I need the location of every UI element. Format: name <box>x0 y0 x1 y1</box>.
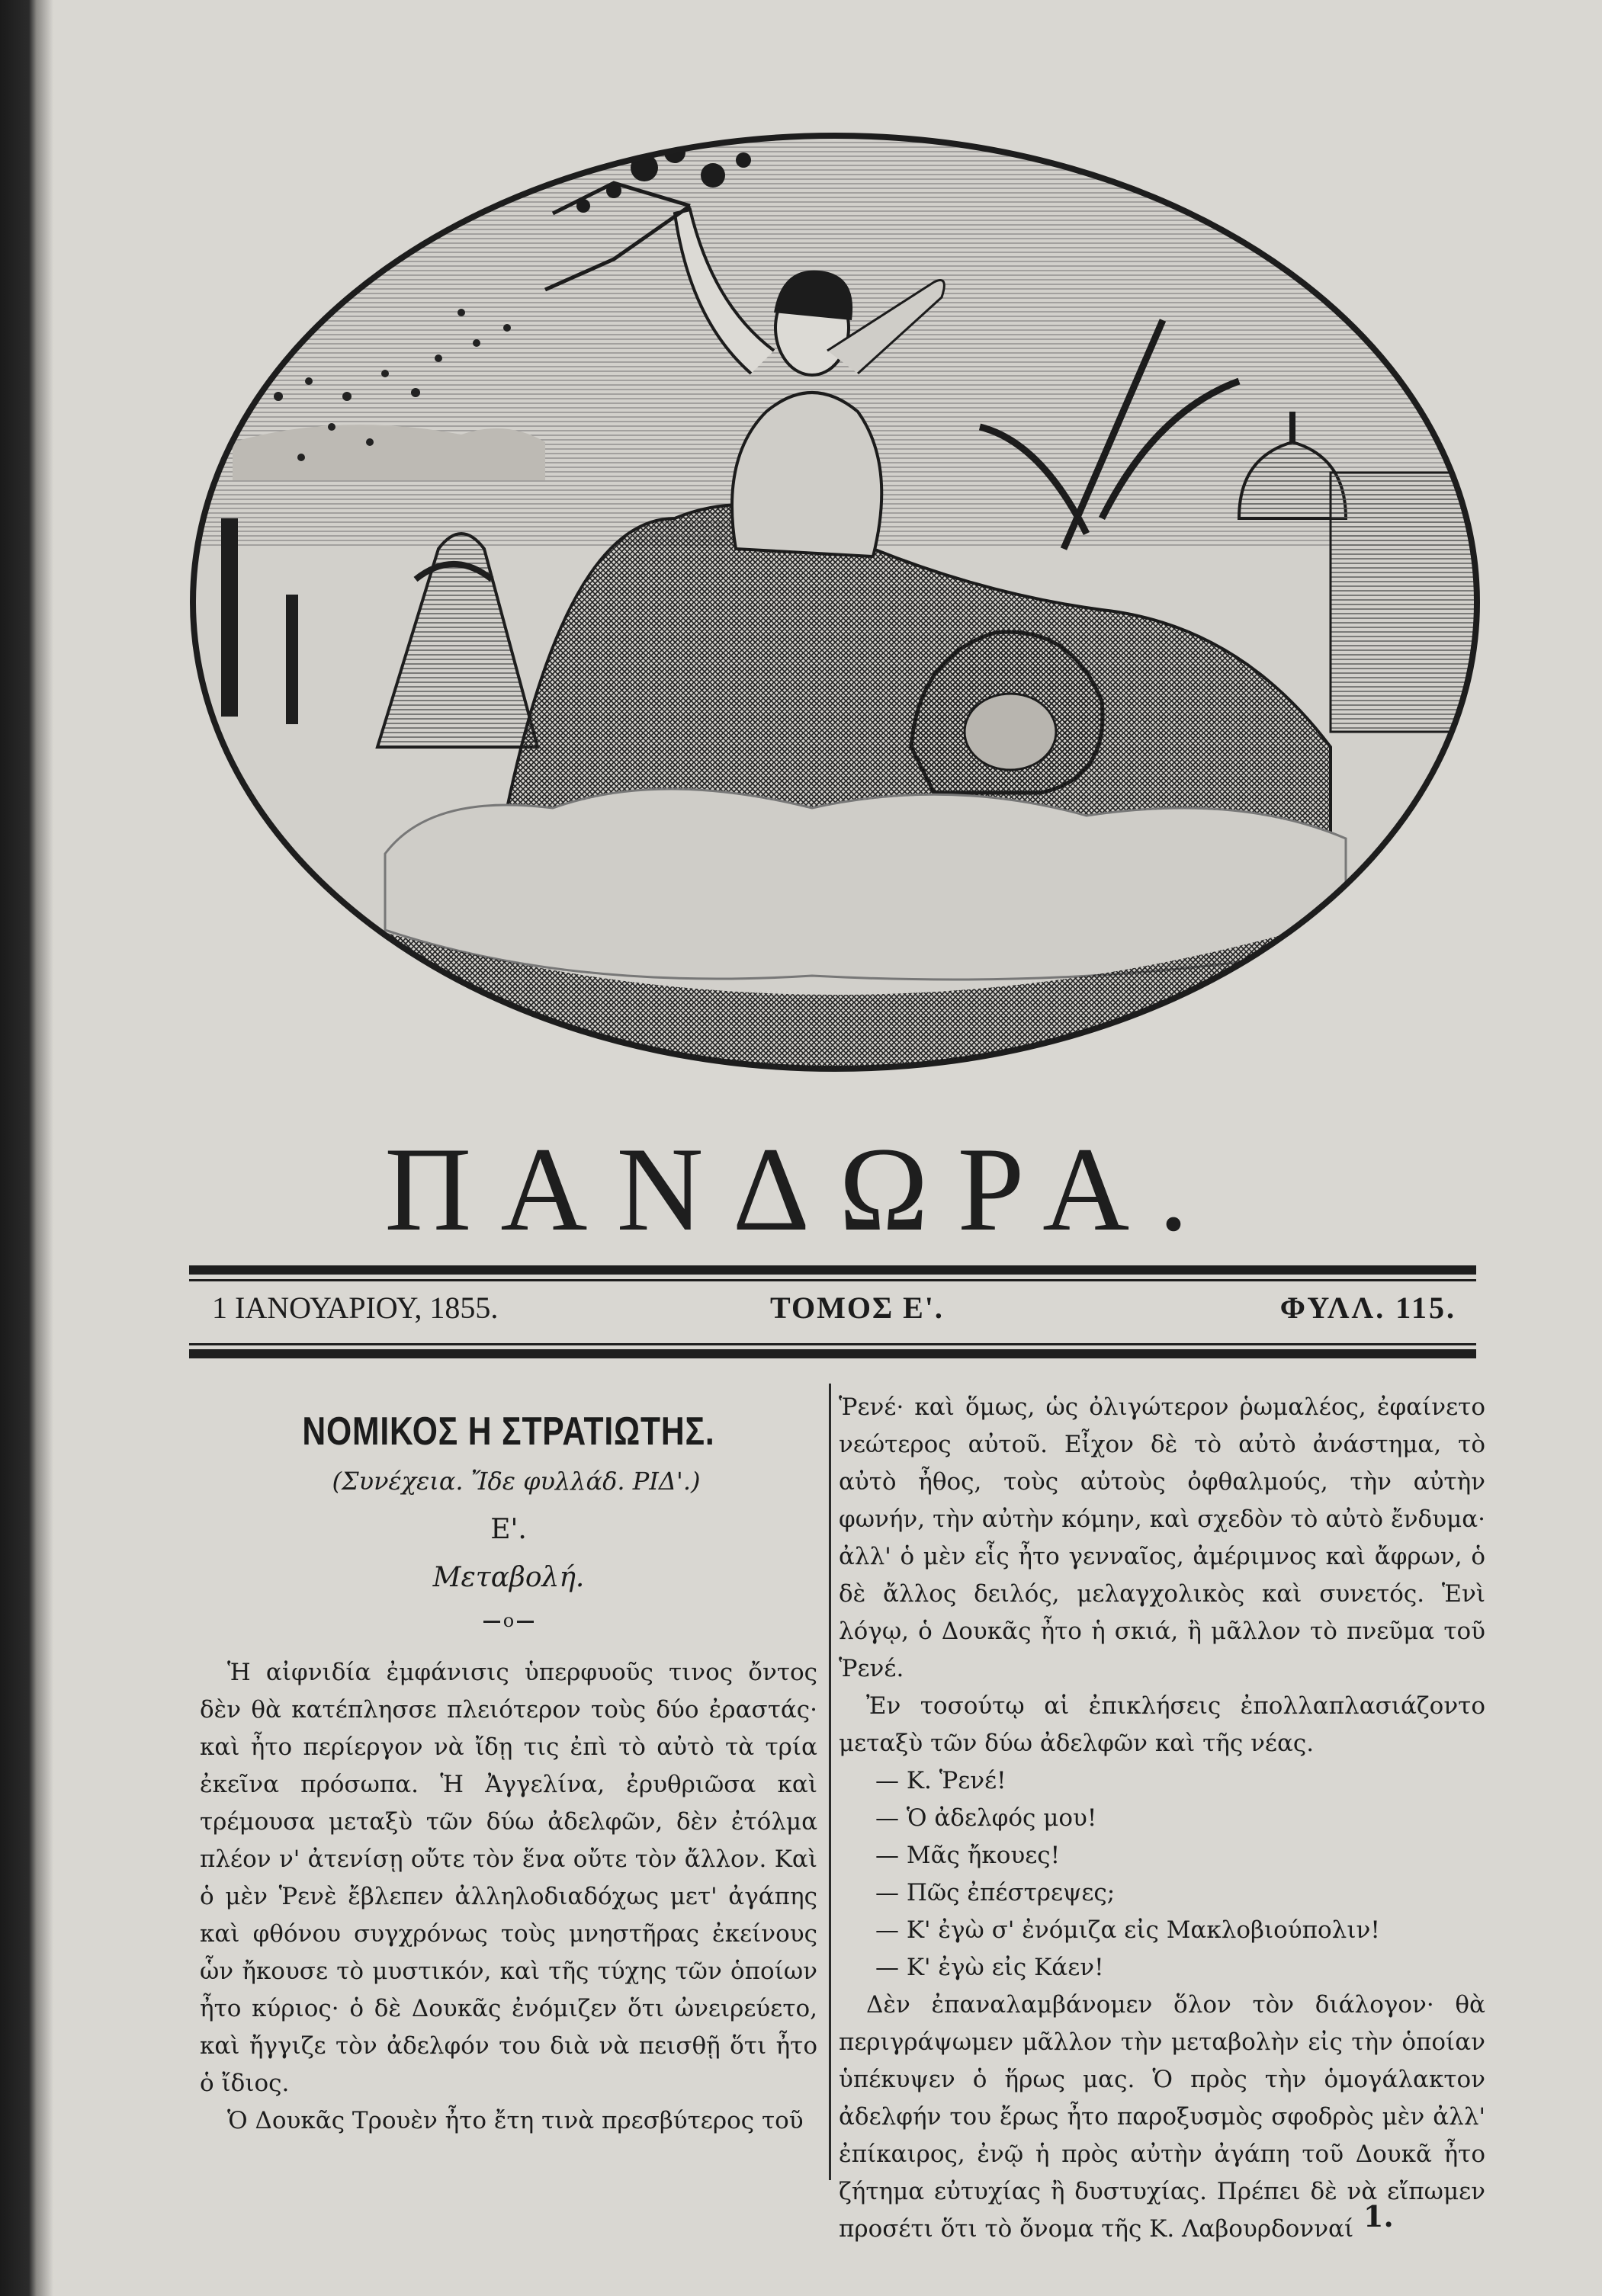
separator-mark: o <box>480 1611 537 1630</box>
header-rule-bottom <box>189 1349 1476 1358</box>
issue-dateline <box>206 1290 1456 1336</box>
issue-volume: ΤΟΜΟΣ Ε'. <box>770 1291 944 1325</box>
issue-sheet-number: ΦΥΛΛ. 115. <box>1279 1291 1456 1325</box>
paragraph: Ῥενέ· καὶ ὅμως, ὡς ὀλιγώτερον ῥωμαλέος, ἐφαίνετο νεώτερος αὐτοῦ. Εἶχον δὲ τὸ αὐτὸ ἀνάστημα, τὸ αὐτὸ ἦθος, τοὺς αὐτοὺς ὀφθαλμούς, τὴν αὐτὴν φωνήν, τὴν αὐτὴν κόμην, καὶ σχεδὸν τὸ αὐτὸ ἔνδυμα· ἀλλ' ὁ μὲν εἷς ἦτο γενναῖος, ἀμέριμνος καὶ ἄφρων, ὁ δὲ ἄλλος δειλός, μελαγχολικὸς καὶ συνετός. Ἑνὶ λόγῳ, ὁ Δουκᾶς ἦτο ἡ σκιά, ἢ μᾶλλον τὸ πνεῦμα τοῦ Ῥενέ. <box>839 1393 1485 1682</box>
section-title: Μεταβολή. <box>432 1562 585 1593</box>
section-separator <box>200 1611 817 1630</box>
allegorical-engraving-icon <box>187 122 1483 1082</box>
left-column <box>200 1393 817 2140</box>
paragraph: Ἡ αἰφνιδία ἐμφάνισις ὑπερφυοῦς τινος ὄντος δὲν θὰ κατέπλησσε πλειότερον τοὺς δύο ἐραστάς· καὶ ἦτο περίεργον νὰ ἴδῃ τις ἐπὶ τὸ αὐτὸ τὰ τρία ἐκεῖνα πρόσωπα. Ἡ Ἀγγελίνα, ἐρυθριῶσα καὶ τρέμουσα μεταξὺ τῶν δύω ἀδελφῶν, δὲν ἐτόλμα πλέον ν' ἀτενίσῃ οὔτε τὸν ἕνα οὔτε τὸν ἄλλον. Καὶ ὁ μὲν Ῥενὲ ἔβλεπεν ἀλληλοδιαδόχως μετ' ἀγάπης καὶ φθόνου συγχρόνως τοὺς μνηστῆρας ἐκείνους ὧν ἤκουσε τὸ μυστικόν, καὶ τῆς τύχης τῶν ὁποίων ἦτο κύριος· ὁ δὲ Δουκᾶς ἐνόμιζεν ὅτι ὠνειρεύετο, καὶ ἤγγιζε τὸν ἀδελφόν του διὰ νὰ πεισθῇ ὅτι ἦτο ὁ ἴδιος. <box>200 1659 817 2097</box>
dialogue-line: — Κ' ἐγὼ εἰς Κάεν! <box>839 1949 1485 1987</box>
journal-title: ΠΑΝΔΩΡΑ. <box>384 1123 1218 1256</box>
dialogue-line: — Μᾶς ἤκουες! <box>839 1837 1485 1874</box>
issue-date: 1 ΙΑΝΟΥΑΡΙΟΥ, 1855. <box>212 1291 499 1325</box>
section-number: Ε'. <box>490 1514 527 1545</box>
dialogue-line: — Ὁ ἀδελφός μου! <box>839 1800 1485 1837</box>
header-rule-top <box>189 1265 1476 1275</box>
paragraph: Δὲν ἐπαναλαμβάνομεν ὅλον τὸν διάλογον· θὰ περιγράψωμεν μᾶλλον τὴν μεταβολὴν εἰς τὴν ὁποίαν ὑπέκυψεν ὁ ἥρως μας. Ὁ πρὸς τὴν ὁμογάλακτον ἀδελφήν του ἔρως ἦτο παροξυσμὸς σφοδρὸς μὲν ἀλλ' ἐπίκαιρος, ἐνῷ ἡ πρὸς αὐτὴν ἀγάπη τοῦ Δουκᾶ ἦτο ζήτημα εὐτυχίας ἢ δυστυχίας. Πρέπει δὲ νὰ εἴπωμεν προσέτι ὅτι τὸ ὄνομα τῆς Κ. Λαβουρδονναί <box>839 1991 1485 2243</box>
header-rule-top-thin <box>189 1279 1476 1281</box>
article-title: ΝΟΜΙΚΟΣ Η ΣΤΡΑΤΙΩΤΗΣ. <box>302 1409 715 1454</box>
article-continuation-note: (Συνέχεια. Ἴδε φυλλάδ. ΡΙΔ'.) <box>332 1467 701 1496</box>
right-column <box>839 1389 1485 2248</box>
dialogue-line: — Κ' ἐγὼ σ' ἐνόμιζα εἰς Μακλοβιούπολιν! <box>839 1912 1485 1949</box>
paragraph: Ὁ Δουκᾶς Τρουὲν ἦτο ἔτη τινὰ πρεσβύτερος τοῦ <box>227 2107 804 2134</box>
dialogue-line: — Πῶς ἐπέστρεψες; <box>839 1874 1485 1912</box>
paragraph: Ἐν τοσούτῳ αἱ ἐπικλήσεις ἐπολλαπλασιάζοντο μεταξὺ τῶν δύω ἀδελφῶν καὶ τῆς νέας. <box>839 1692 1485 1757</box>
signature-mark: 1. <box>1363 2199 1394 2233</box>
dialogue-line: — Κ. Ῥενέ! <box>839 1762 1485 1800</box>
header-rule-bottom-thin <box>189 1343 1476 1345</box>
column-divider <box>829 1384 831 2180</box>
